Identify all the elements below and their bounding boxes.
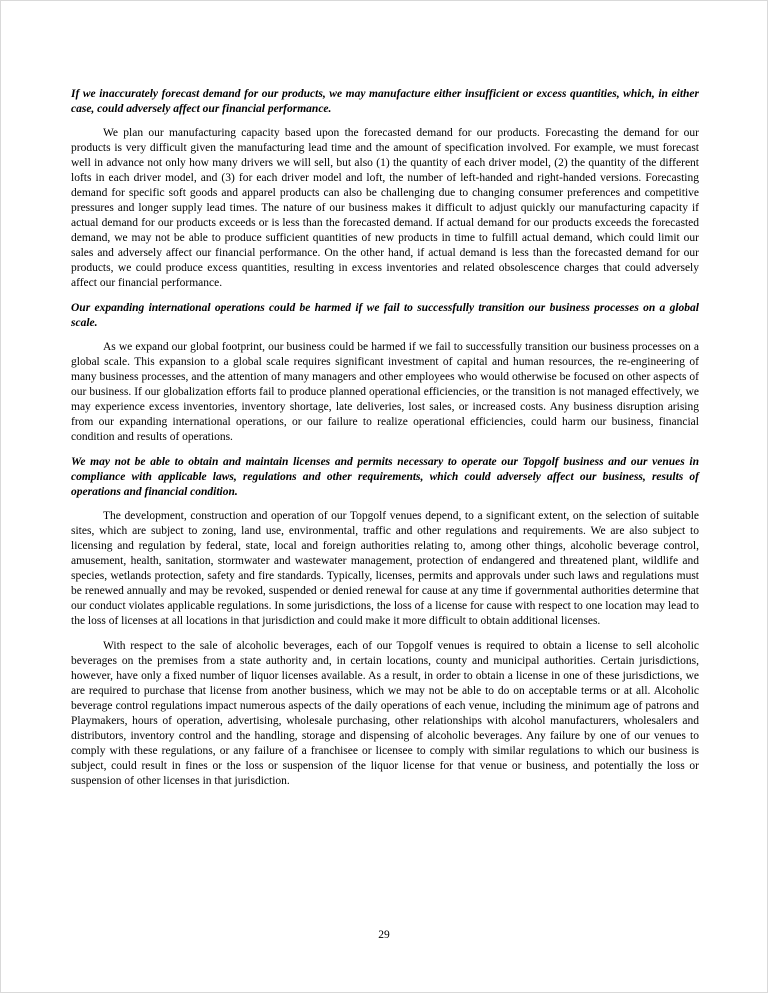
risk-factor-heading-international-operations: Our expanding international operations could be harmed if we fail to successfully transition our business processes on a global scale. [71, 302, 699, 329]
risk-factor-paragraph: The development, construction and operation of our Topgolf venues depend, to a significant extent, on the selection of suitable sites, which are subject to zoning, land use, environmental, traffic and other regulations and requirements. We are also subject to licensing and regulation by federal, state, local and foreign authorities relating to, among other things, alcoholic beverage control, amusement, health, sanitation, stormwater and wastewater management, protection of endangered and threatened plant, wildlife and species, wetlands protection, safety and fire standards. Typically, licenses, permits and approvals under such laws and regulations must be renewed annually and may be revoked, suspended or denied renewal for cause at any time if governmental authorities determine that our conduct violates applicable regulations. In some jurisdictions, the loss of a license for cause with respect to one location may lead to the loss of licenses at all locations in that jurisdiction and could make it more difficult to obtain additional licenses. [71, 510, 699, 627]
risk-factor-heading-forecast-demand: If we inaccurately forecast demand for our products, we may manufacture either insufficient or excess quantities, which, in either case, could adversely affect our financial performance. [71, 88, 699, 115]
risk-factor-heading-licenses-permits: We may not be able to obtain and maintain licenses and permits necessary to operate our Topgolf business and our venues in compliance with applicable laws, regulations and other requirements, which could adversely affect our business, results of operations and financial condition. [71, 456, 699, 498]
risk-factor-paragraph: As we expand our global footprint, our business could be harmed if we fail to successfully transition our business processes on a global scale. This expansion to a global scale requires significant investment of capital and human resources, the re-engineering of many business processes, and the attention of many managers and other employees who would otherwise be focused on other aspects of our business. If our globalization efforts fail to produce planned operational efficiencies, or the transition is not managed effectively, we may experience excess inventories, inventory shortage, late deliveries, lost sales, or increased costs. Any business disruption arising from our expanding international operations, or our failure to realize operational efficiencies, could harm our business, financial condition and results of operations. [71, 341, 699, 443]
page-number: 29 [378, 929, 390, 941]
risk-factor-paragraph: We plan our manufacturing capacity based upon the forecasted demand for our products. Forecasting the demand for our products is very difficult given the manufacturing lead time and the amount of specification involved. For example, we must forecast well in advance not only how many drivers we will sell, but also (1) the quantity of each driver model, (2) the quantity of the different lofts in each driver model, and (3) for each driver model and loft, the number of left-handed and right-handed versions. Forecasting demand for specific soft goods and apparel products can also be challenging due to changing consumer preferences and competitive pressures and longer supply lead times. The nature of our business makes it difficult to adjust quickly our manufacturing capacity if actual demand for our products exceeds or is less than the forecasted demand. If actual demand for our products exceeds the forecasted demand, we may not be able to produce sufficient quantities of new products in time to fulfill actual demand, which could limit our sales and adversely affect our financial performance. On the other hand, if actual demand is less than the forecasted demand for our products, we could produce excess quantities, resulting in excess inventories and related obsolescence charges that could adversely affect our financial performance. [71, 127, 699, 289]
page-content [71, 87, 699, 799]
risk-factor-paragraph: With respect to the sale of alcoholic beverages, each of our Topgolf venues is required to obtain a license to sell alcoholic beverages on the premises from a state authority and, in certain locations, county and municipal authorities. Certain jurisdictions, however, have only a fixed number of liquor licenses available. As a result, in order to obtain a license in one of these jurisdictions, we are required to purchase that license from another business, which we may not be able to do on acceptable terms or at all. Alcoholic beverage control regulations impact numerous aspects of the daily operations of each venue, including the minimum age of patrons and Playmakers, hours of operation, advertising, wholesale purchasing, other relationships with alcohol manufacturers, wholesalers and distributors, inventory control and the handling, storage and dispensing of alcoholic beverages. Any failure by one of our venues to comply with these regulations, or any failure of a franchisee or licensee to comply with similar regulations to which our business is subject, could result in fines or the loss or suspension of the liquor license for that venue or business, and potentially the loss or suspension of other licenses in that jurisdiction. [71, 640, 699, 787]
